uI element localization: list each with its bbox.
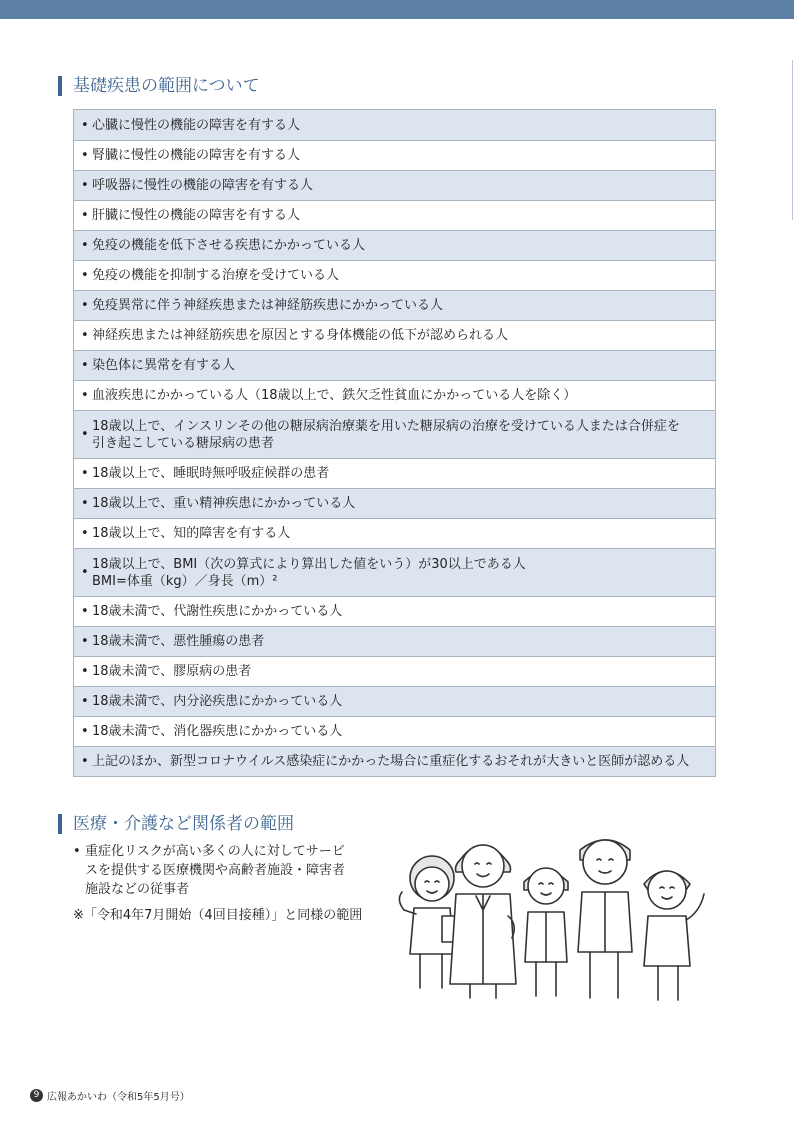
table-row [74,746,715,776]
table-row [74,626,715,656]
bullet-icon: • [81,526,89,541]
row-text: 18歳以上で、睡眠時無呼吸症候群の患者 [92,466,330,481]
row-text: 染色体に異常を有する人 [92,358,236,373]
bullet-icon: • [81,427,89,442]
caregiver-female-figure [644,871,704,1000]
row-text: 心臓に慢性の機能の障害を有する人 [92,117,301,133]
bullet-icon: • [81,724,89,739]
bullet-icon: • [81,178,89,193]
row-text: 18歳未満で、消化器疾患にかかっている人 [92,724,343,739]
bullet-icon: • [81,634,89,649]
workers-description [73,842,373,899]
table-row [74,716,715,746]
bullet-icon: • [81,664,89,679]
table-row [74,320,715,350]
row-text: 18歳以上で、知的障害を有する人 [92,526,291,541]
bullet-icon: • [81,565,89,580]
row-text: 上記のほか、新型コロナウイルス感染症にかかった場合に重症化するおそれが大きいと医師が認める人 [92,754,690,769]
bullet-line: 施設などの従事者 [85,882,190,897]
row-text: 免疫の機能を抑制する治療を受けている人 [92,268,340,283]
row-text: 呼吸器に慢性の機能の障害を有する人 [92,178,314,193]
bullet-icon: • [81,208,89,223]
table-row [74,518,715,548]
page-number: 9 [30,1089,43,1102]
bullet-icon: • [81,694,89,709]
table-row [74,686,715,716]
row-text: 18歳以上で、インスリンその他の糖尿病治療薬を用いた糖尿病の治療を受けている人または合併症を 引き起こしている糖尿病の患者 [92,418,680,451]
conditions-table [73,109,716,777]
caregiver-male-figure [578,840,632,998]
row-text: 18歳以上で、BMI（次の算式により算出した値をいう）が30以上である人 BMI=体重（kg）／身長（m）² [92,556,526,589]
table-row [74,596,715,626]
bullet-icon: • [81,358,89,373]
table-row [74,170,715,200]
table-row [74,656,715,686]
bullet-icon: • [81,328,89,343]
table-row [74,260,715,290]
publication-name: 広報あかいわ（令和5年5月号） [47,1092,190,1103]
table-row [74,380,715,410]
page-footer [30,1088,190,1103]
bullet-icon: • [73,844,81,859]
top-band [0,0,794,19]
table-row [74,230,715,260]
bullet-icon: • [81,238,89,253]
bullet-line: スを提供する医療機関や高齢者施設・障害者 [85,863,346,878]
doctor-figure [450,845,516,998]
row-text: 18歳未満で、膠原病の患者 [92,664,252,679]
note-text: ※「令和4年7月開始（4回目接種）」と同様の範囲 [73,908,363,923]
bullet-icon: • [81,604,89,619]
bullet-icon: • [81,388,89,403]
row-text: 18歳以上で、重い精神疾患にかかっている人 [92,496,356,511]
table-row [74,290,715,320]
table-row [74,200,715,230]
table-row [74,548,715,596]
table-row [74,488,715,518]
table-row [74,110,715,140]
row-text: 血液疾患にかかっている人（18歳以上で、鉄欠乏性貧血にかかっている人を除く） [92,388,577,403]
row-text: 18歳未満で、代謝性疾患にかかっている人 [92,604,343,619]
section-title-related-workers: 医療・介護など関係者の範囲 [58,814,294,834]
medical-staff-illustration [390,820,720,1010]
bullet-icon: • [81,148,89,163]
bullet-icon: • [81,117,89,133]
bullet-icon: • [81,754,89,769]
table-row [74,140,715,170]
nurse-center-figure [524,868,568,996]
row-text: 18歳未満で、悪性腫瘍の患者 [92,634,265,649]
row-text: 免疫異常に伴う神経疾患または神経筋疾患にかかっている人 [92,298,444,313]
section-title-underlying-conditions: 基礎疾患の範囲について [58,76,260,96]
bullet-icon: • [81,298,89,313]
table-row [74,410,715,458]
row-text: 神経疾患または神経筋疾患を原因とする身体機能の低下が認められる人 [92,328,509,343]
side-rule [792,60,793,220]
table-row [74,458,715,488]
row-text: 腎臓に慢性の機能の障害を有する人 [92,148,301,163]
bullet-icon: • [81,268,89,283]
row-text: 免疫の機能を低下させる疾患にかかっている人 [92,238,366,253]
bullet-icon: • [81,466,89,481]
bullet-line: • 重症化リスクが高い多くの人に対してサービ [73,844,345,859]
row-text: 18歳未満で、内分泌疾患にかかっている人 [92,694,343,709]
table-row [74,350,715,380]
row-text: 肝臓に慢性の機能の障害を有する人 [92,208,301,223]
bullet-icon: • [81,496,89,511]
